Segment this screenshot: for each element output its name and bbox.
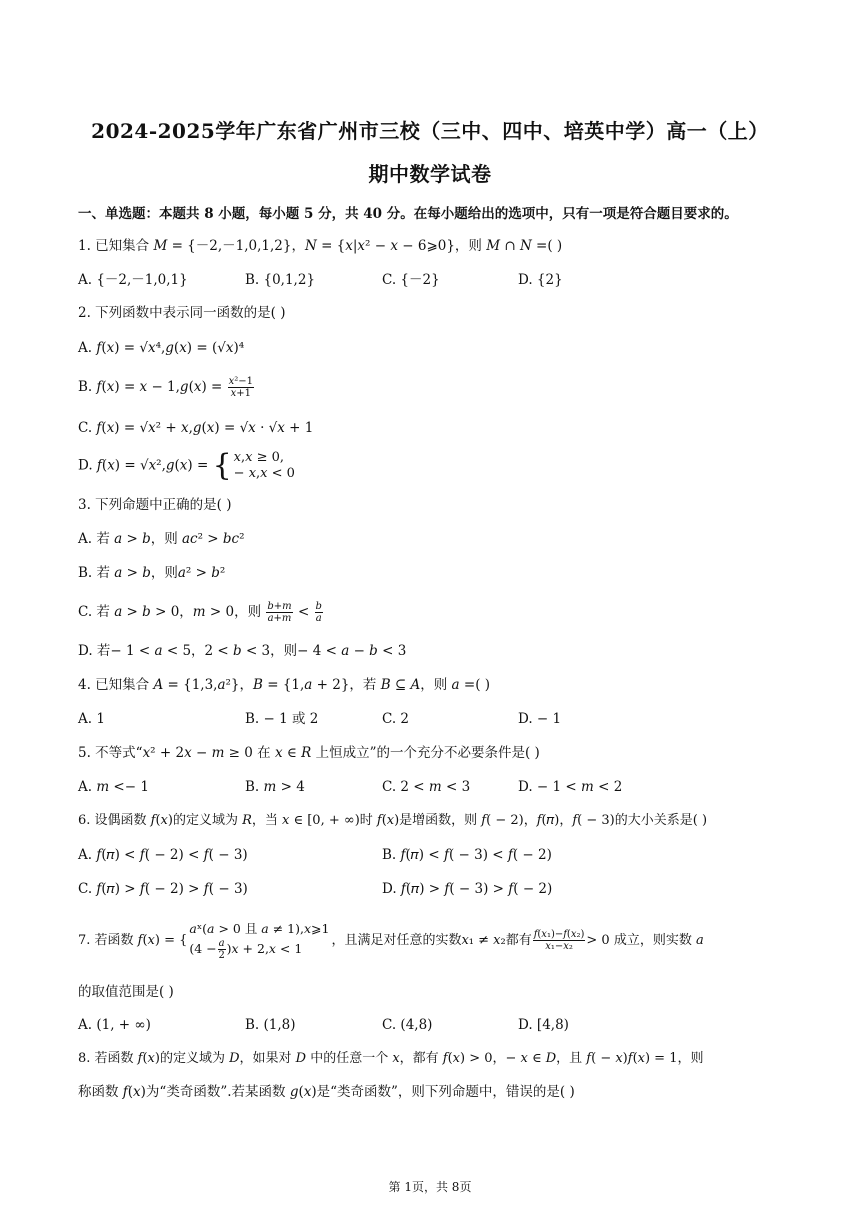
question-4-option-d: D. − 1: [518, 711, 562, 727]
fraction-numerator: 𝑏: [315, 601, 322, 612]
question-7-stem-right: > 0 成立，则实数 𝑎: [586, 932, 704, 948]
question-7-fraction: [533, 929, 586, 952]
fraction-denominator: 𝑥₁−𝑥₂: [545, 941, 573, 952]
question-2-option-d-text: D. 𝑓(𝑥) = √𝑥²,𝑔(𝑥) =: [78, 457, 209, 474]
left-brace-icon: {: [212, 448, 232, 483]
question-5-option-b: B. 𝑚 > 4: [245, 779, 305, 795]
question-4-stem: 4. 已知集合 𝐴 = {1,3,𝑎²}，𝐵 = {1,𝑎 + 2}，若 𝐵 ⊆ 𝐴，则 𝑎 =( ): [78, 677, 491, 693]
question-3-option-c-fraction-2: [315, 601, 323, 624]
question-6-option-c: C. 𝑓(𝜋) > 𝑓( − 2) > 𝑓( − 3): [78, 881, 248, 897]
question-7-stem: [78, 920, 704, 961]
exam-title-line1: 2024-2025学年广东省广州市三校（三中、四中、培英中学）高一（上）: [91, 119, 769, 143]
question-4-option-b: B. − 1 或 2: [245, 711, 319, 727]
question-8-line2: 称函数 𝑓(𝑥)为“类奇函数”.若某函数 𝑔(𝑥)是“类奇函数”，则下列命题中，错误的是( ): [78, 1084, 575, 1100]
question-7-stem-middle: ，且满足对任意的实数𝑥₁ ≠ 𝑥₂都有: [331, 932, 532, 948]
row-2-part-a: (4 −: [189, 941, 217, 956]
question-4-option-c: C. 2: [382, 711, 410, 727]
fraction-denominator: 2: [218, 950, 225, 961]
piecewise-brace: [213, 450, 295, 482]
question-2-option-a: A. 𝑓(𝑥) = √𝑥⁴,𝑔(𝑥) = (√𝑥)⁴: [78, 340, 245, 356]
question-3-stem: 3. 下列命题中正确的是( ): [78, 497, 232, 513]
piecewise-row-1: 𝑎ˣ(𝑎 > 0 且 𝑎 ≠ 1),𝑥⩾1: [189, 921, 330, 936]
question-2-option-c: C. 𝑓(𝑥) = √𝑥² + 𝑥,𝑔(𝑥) = √𝑥 · √𝑥 + 1: [78, 420, 314, 436]
question-5-option-c: C. 2 < 𝑚 < 3: [382, 779, 471, 795]
question-4-option-a: A. 1: [78, 711, 105, 727]
question-7-option-a: A. (1, + ∞): [78, 1017, 151, 1033]
question-1-option-d: D. {2}: [518, 272, 563, 288]
section-heading: 一、单选题：本题共 8 小题，每小题 5 分，共 40 分。在每小题给出的选项中，只有一项是符合题目要求的。: [78, 206, 738, 222]
question-6-option-d: D. 𝑓(𝜋) > 𝑓( − 3) > 𝑓( − 2): [382, 881, 553, 897]
fraction-numerator: 𝑓(𝑥₁)−𝑓(𝑥₂): [533, 929, 585, 940]
piecewise-row-1: 𝑥,𝑥 ≥ 0,: [233, 450, 285, 465]
question-6-option-b: B. 𝑓(𝜋) < 𝑓( − 3) < 𝑓( − 2): [382, 847, 552, 863]
question-2-option-b: [78, 376, 255, 399]
row-2-part-b: )𝑥 + 2,𝑥 < 1: [226, 941, 303, 956]
question-8-line1: 8. 若函数 𝑓(𝑥)的定义域为 𝐷，如果对 𝐷 中的任意一个 𝑥，都有 𝑓(𝑥) > 0，− 𝑥 ∈ 𝐷，且 𝑓( − 𝑥)𝑓(𝑥) = 1，则: [78, 1051, 704, 1066]
question-3-option-c-text: C. 若 𝑎 > 𝑏 > 0，𝑚 > 0，则: [78, 604, 262, 620]
question-1-option-b: B. {0,1,2}: [245, 272, 316, 288]
question-1-option-a: A. {－2,－1,0,1}: [78, 272, 188, 288]
fraction-numerator: 𝑥²−1: [228, 376, 254, 387]
question-3-option-c: [78, 601, 324, 624]
page-footer: 第 1页，共 8页: [388, 1180, 472, 1194]
question-3-option-b: B. 若 𝑎 > 𝑏，则𝑎² > 𝑏²: [78, 565, 226, 581]
row-2-fraction: [218, 938, 226, 961]
fraction-denominator: 𝑎+𝑚: [267, 613, 292, 624]
question-1-stem: 1. 已知集合 𝑀 = {－2,－1,0,1,2}，𝑁 = {𝑥|𝑥² − 𝑥 − 6⩾0}，则 𝑀 ∩ 𝑁 =( ): [78, 238, 563, 254]
fraction-numerator: 𝑎: [218, 938, 225, 949]
question-1-option-c: C. {－2}: [382, 272, 440, 288]
fraction-denominator: 𝑥+1: [230, 388, 252, 399]
question-7-piecewise: [189, 920, 329, 961]
question-3-option-d: D. 若− 1 < 𝑎 < 5，2 < 𝑏 < 3，则− 4 < 𝑎 − 𝑏 < 3: [78, 643, 407, 659]
question-2-option-b-text: B. 𝑓(𝑥) = 𝑥 − 1,𝑔(𝑥) =: [78, 379, 223, 395]
question-2-option-d: [78, 450, 295, 482]
fraction-denominator: 𝑎: [315, 613, 322, 624]
question-5-stem: 5. 不等式“𝑥² + 2𝑥 − 𝑚 ≥ 0 在 𝑥 ∈ 𝑅 上恒成立”的一个充分不必要条件是( ): [78, 745, 540, 761]
piecewise-row-2: [189, 938, 329, 961]
piecewise-row-2: − 𝑥,𝑥 < 0: [233, 466, 295, 481]
exam-title-line2: 期中数学试卷: [368, 162, 492, 186]
question-5-option-a: A. 𝑚 <− 1: [78, 779, 149, 795]
question-3-option-c-fraction-1: [266, 601, 292, 624]
question-5-option-d: D. − 1 < 𝑚 < 2: [518, 779, 623, 795]
question-7-stem-line2: 的取值范围是( ): [78, 984, 174, 1000]
question-2-stem: 2. 下列函数中表示同一函数的是( ): [78, 305, 286, 321]
question-7-stem-left: 7. 若函数 𝑓(𝑥) = {: [78, 932, 188, 948]
question-6-stem: 6. 设偶函数 𝑓(𝑥)的定义域为 𝑅，当 𝑥 ∈ [0, + ∞)时 𝑓(𝑥)是增函数，则 𝑓( − 2)，𝑓(𝜋)，𝑓( − 3)的大小关系是( ): [78, 813, 708, 828]
fraction-numerator: 𝑏+𝑚: [267, 601, 292, 612]
less-than-sign: <: [297, 604, 310, 620]
question-2-option-b-fraction: [228, 376, 254, 399]
question-3-option-a: A. 若 𝑎 > 𝑏，则 𝑎𝑐² > 𝑏𝑐²: [78, 531, 245, 547]
question-7-option-b: B. (1,8): [245, 1017, 296, 1033]
question-6-option-a: A. 𝑓(𝜋) < 𝑓( − 2) < 𝑓( − 3): [78, 847, 248, 863]
question-7-option-c: C. (4,8): [382, 1017, 433, 1033]
question-7-option-d: D. [4,8): [518, 1017, 569, 1033]
